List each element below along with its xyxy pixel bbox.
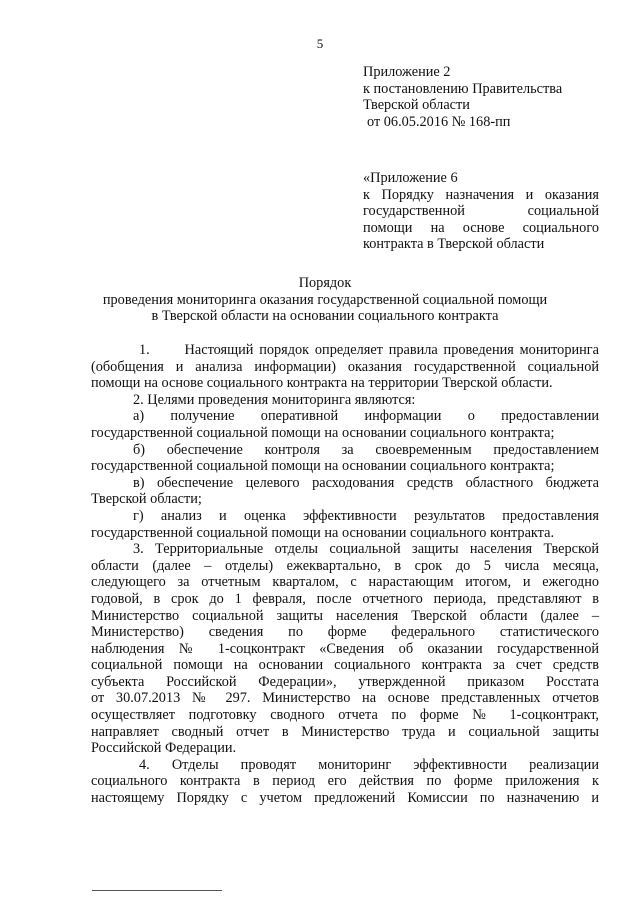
body-line: государственной социальной помощи на основании социального контракта. <box>91 524 555 541</box>
appendix-2-line: Приложение 2 <box>363 64 451 80</box>
title-line: Порядок <box>298 275 352 291</box>
body-line: социального контракта в период его действия по форме приложения к <box>91 773 599 790</box>
appendix-2-line: от 06.05.2016 № 168-пп <box>367 113 511 130</box>
body-line: государственной социальной помощи на основании социального контракта; <box>91 458 555 475</box>
body-line: Министерство социальной защиты населения Тверской области (далее – <box>91 607 599 624</box>
body-line: от 30.07.2013 № 297. Министерство на основе представленных отчетов <box>91 690 599 707</box>
title-line: проведения мониторинга оказания государственной социальной помощи <box>102 291 548 308</box>
appendix-6-line: помощи на основе социального <box>363 219 599 236</box>
appendix-6-header <box>363 170 599 253</box>
body-line: государственной социальной помощи на основании социального контракта; <box>91 424 555 441</box>
body-line: Тверской области; <box>91 491 202 508</box>
appendix-2-line: Тверской области <box>363 97 470 114</box>
body-line: 3. Территориальные отделы социальной защиты населения Тверской <box>133 541 599 558</box>
body-line: Министерство) сведения по форме федерального статистического <box>91 624 599 641</box>
body-line: г) анализ и оценка эффективности результатов предоставления <box>133 507 599 524</box>
body-line: 1. Настоящий порядок определяет правила проведения мониторинга <box>139 342 599 358</box>
body-line: социальной помощи на основании социального контракта за счет средств <box>91 657 599 674</box>
appendix-6-line: «Приложение 6 <box>363 170 458 186</box>
footer-rule <box>92 890 222 891</box>
body-line: направляет сводный отчет в Министерство труда и социальной защиты <box>91 723 599 740</box>
document-title <box>80 275 570 325</box>
body-line: настоящему Порядку с учетом предложений Комиссии по назначению и <box>91 790 599 807</box>
body-line: Российской Федерации. <box>91 740 237 757</box>
body-line: 4. Отделы проводят мониторинг эффективности реализации <box>139 756 599 773</box>
body-line: в) обеспечение целевого расходования средств областного бюджета <box>133 474 599 491</box>
appendix-6-line: контракта в Тверской области <box>363 236 545 253</box>
title-line: в Тверской области на основании социального контракта <box>151 308 499 325</box>
body-line: годовой, в срок до 1 февраля, после отчетного периода, представляют в <box>91 590 599 607</box>
body-line: 2. Целями проведения мониторинга являются: <box>133 391 416 408</box>
appendix-2-line: к постановлению Правительства <box>363 80 563 97</box>
body-line: следующего за отчетным кварталом, с нарастающим итогом, и ежегодно <box>91 574 599 591</box>
body-line: помощи на основе социального контракта на территории Тверской области. <box>91 375 553 392</box>
body-line: а) получение оперативной информации о предоставлении <box>133 408 599 425</box>
body-line: (обобщения и анализа информации) оказания государственной социальной <box>91 358 599 375</box>
body-line: б) обеспечение контроля за своевременным предоставлением <box>133 441 599 458</box>
body-line: области (далее – отделы) ежеквартально, в срок до 5 числа месяца, <box>91 557 599 574</box>
page-number: 5 <box>316 36 324 51</box>
body-line: осуществляет подготовку сводного отчета по форме № 1-соцконтракт, <box>91 707 599 724</box>
appendix-6-line: государственной социальной <box>363 203 599 220</box>
body-line: субъекта Российской Федерации», утвержденной приказом Росстата <box>91 673 599 690</box>
body-line: наблюдения № 1-соцконтракт «Сведения об оказании государственной <box>91 640 599 657</box>
appendix-6-line: к Порядку назначения и оказания <box>363 186 599 203</box>
appendix-2-header <box>363 64 599 130</box>
document-body <box>91 342 599 807</box>
